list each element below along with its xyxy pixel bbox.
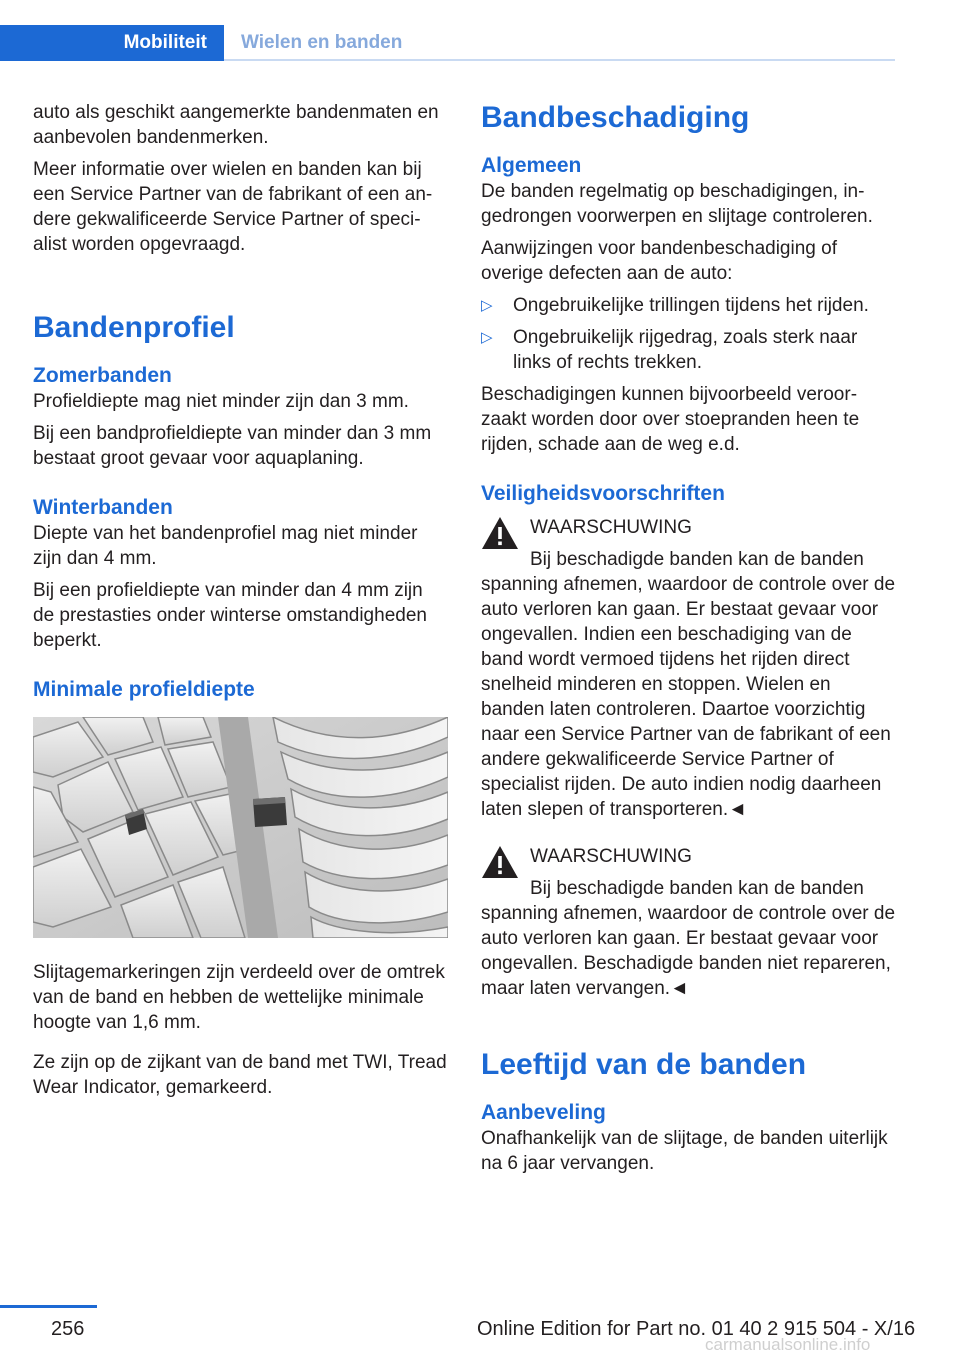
footer-accent-line xyxy=(0,1305,97,1308)
header-tabbar xyxy=(0,25,895,63)
warning-triangle-icon xyxy=(481,844,519,880)
heading-winterbanden: Winterbanden xyxy=(33,496,173,519)
tab-mobiliteit[interactable] xyxy=(0,25,224,61)
tab-underline xyxy=(224,59,895,61)
winter-paragraph-1: Diepte van het bandenprofiel mag niet minder zijn dan 4 mm. xyxy=(33,523,418,569)
warning-block-2 xyxy=(481,844,896,1001)
summer-paragraph-1: Profieldiepte mag niet minder zijn dan 3 mm. xyxy=(33,391,409,412)
heading-veiligheidsvoorschriften: Veiligheidsvoorschriften xyxy=(481,482,725,505)
heading-minimale-profieldiepte: Minimale profieldiepte xyxy=(33,678,255,701)
warning-text-first-line: Bij beschadigde banden kan de banden xyxy=(530,549,864,570)
heading-bandenprofiel: Bandenprofiel xyxy=(33,311,235,344)
watermark: carmanualsonline.info xyxy=(705,1335,871,1354)
intro-paragraph-2: Meer informatie over wielen en banden kan bij een Service Partner van de fabrikant of een andere gekwalificeerde Service Partner of specialist worden opgevraagd. xyxy=(33,159,433,255)
tire-tread-illustration xyxy=(33,717,448,938)
tab-wielen-label: Wielen en banden xyxy=(241,32,403,53)
warning-title: WAARSCHUWING xyxy=(530,846,692,867)
edition-text: Online Edition for Part no. 01 40 2 915 504 - X/16 xyxy=(477,1318,916,1340)
bullet-item xyxy=(481,293,896,318)
page-number: 256 xyxy=(51,1318,85,1340)
intro-paragraph-1: auto als geschikt aangemerkte bandenmaten en aanbevolen bandenmerken. xyxy=(33,102,439,148)
caption-paragraph-1: Slijtagemarkeringen zijn verdeeld over de omtrek van de band en hebben de wettelijke minimale hoogte van 1,6 mm. xyxy=(33,962,445,1033)
heading-algemeen: Algemeen xyxy=(481,154,582,177)
left-column xyxy=(33,100,448,1107)
general-paragraph-1: De banden regelmatig op beschadigingen, ingedrongen voorwerpen en slijtage controleren. xyxy=(481,181,873,227)
warning-text: spanning afnemen, waardoor de controle over de auto verloren kan gaan. Er bestaat gevaar voor ongevallen. Beschadigde banden niet repareren, maar laten vervangen.◄ xyxy=(481,903,896,999)
caption-paragraph-2: Ze zijn op de zijkant van de band met TWI, Tread Wear Indicator, gemarkeerd. xyxy=(33,1052,447,1098)
heading-leeftijd-van-de-banden: Leeftijd van de banden xyxy=(481,1048,807,1081)
bullet-item xyxy=(481,325,896,375)
summer-paragraph-2: Bij een bandprofieldiepte van minder dan 3 mm bestaat groot gevaar voor aquaplaning. xyxy=(33,423,432,469)
heading-zomerbanden: Zomerbanden xyxy=(33,364,172,387)
bullet-text: Ongebruikelijke trillingen tijdens het rijden. xyxy=(513,295,869,316)
warning-text: spanning afnemen, waardoor de controle over de auto verloren kan gaan. Er bestaat gevaar voor ongevallen. Indien een beschadiging van de band wordt vermoed tijdens het rijden direct snelheid minderen en stoppen. Wielen en banden laten controleren. Daartoe voorzichtig naar een Service Partner van de fabrikant of een andere gekwalificeerde Service Partner of specialist rijden. De auto indien nodig daarheen laten slepen of transporteren.◄ xyxy=(481,574,896,820)
heading-bandbeschadiging: Bandbeschadiging xyxy=(481,101,750,134)
general-paragraph-3: Beschadigingen kunnen bijvoorbeeld veroorzaakt worden door over stoepranden heen te rijden, schade aan de weg e.d. xyxy=(481,384,860,455)
general-paragraph-2: Aanwijzingen voor bandenbeschadiging of overige defecten aan de auto: xyxy=(481,238,837,284)
warning-text-first-line: Bij beschadigde banden kan de banden xyxy=(530,878,864,899)
tab-mobiliteit-label: Mobiliteit xyxy=(123,32,207,53)
right-column xyxy=(481,100,896,1183)
heading-aanbeveling: Aanbeveling xyxy=(481,1101,606,1124)
bullet-triangle-icon: ▷ xyxy=(481,297,493,314)
tab-wielen-en-banden[interactable] xyxy=(241,32,402,54)
warning-triangle-icon xyxy=(481,515,519,551)
warning-block-1 xyxy=(481,515,896,822)
tire-tread-figure xyxy=(33,717,448,938)
warning-title: WAARSCHUWING xyxy=(530,517,692,538)
bullet-triangle-icon: ▷ xyxy=(481,329,493,346)
bullet-text: Ongebruikelijk rijgedrag, zoals sterk naar links of rechts trekken. xyxy=(513,327,858,373)
recommendation-paragraph: Onafhankelijk van de slijtage, de banden uiterlijk na 6 jaar vervangen. xyxy=(481,1128,888,1174)
winter-paragraph-2: Bij een profieldiepte van minder dan 4 mm zijn de prestasties onder winterse omstandigheden beperkt. xyxy=(33,580,427,651)
